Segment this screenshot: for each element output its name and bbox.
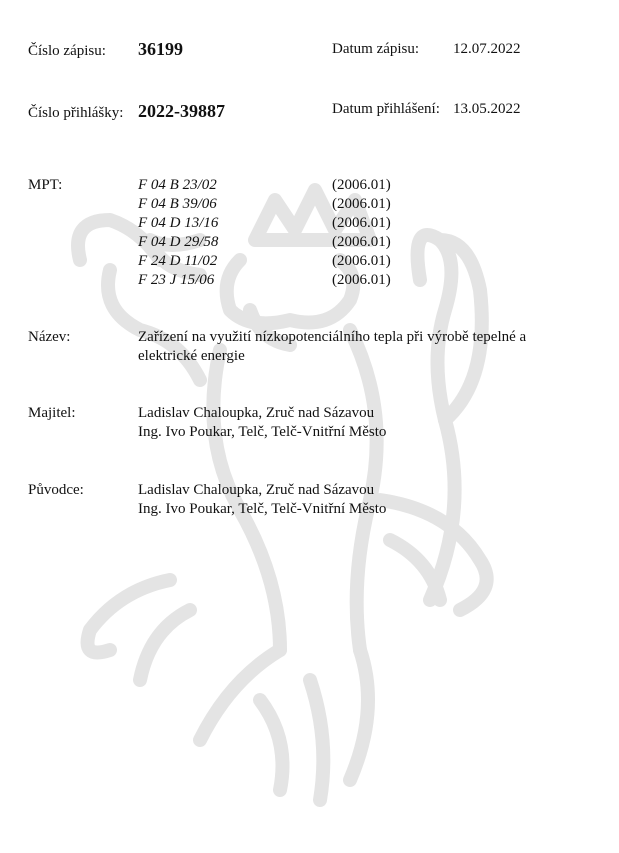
title-label: Název: <box>28 329 71 345</box>
owner-list <box>138 404 386 442</box>
registration-date: 12.07.2022 <box>453 41 521 57</box>
owner-line: Ladislav Chaloupka, Zruč nad Sázavou <box>138 405 375 421</box>
mpt-code: F 24 D 11/02 <box>138 253 218 269</box>
mpt-version: (2006.01) <box>332 272 391 288</box>
originator-line: Ladislav Chaloupka, Zruč nad Sázavou <box>138 482 375 498</box>
application-date-label: Datum přihlášení: <box>332 101 440 117</box>
mpt-code: F 04 B 23/02 <box>138 177 217 193</box>
application-number-label: Číslo přihlášky: <box>28 105 124 121</box>
owner-label: Majitel: <box>28 405 76 421</box>
title-text: Zařízení na využití nízkopotenciálního tepla při výrobě tepelné a elektrické energie <box>138 329 527 364</box>
mpt-label: MPT: <box>28 177 63 193</box>
mpt-version: (2006.01) <box>332 253 391 269</box>
registration-number: 36199 <box>138 39 183 59</box>
registration-number-label: Číslo zápisu: <box>28 43 106 59</box>
mpt-code: F 04 D 29/58 <box>138 234 219 250</box>
mpt-version: (2006.01) <box>332 215 391 231</box>
application-date: 13.05.2022 <box>453 101 521 117</box>
mpt-version: (2006.01) <box>332 234 391 250</box>
mpt-version: (2006.01) <box>332 177 391 193</box>
mpt-code: F 04 B 39/06 <box>138 196 217 212</box>
mpt-versions <box>332 176 391 290</box>
owner-line: Ing. Ivo Poukar, Telč, Telč-Vnitřní Město <box>138 424 387 440</box>
originator-label: Původce: <box>28 482 84 498</box>
originator-list <box>138 481 386 519</box>
registration-date-label: Datum zápisu: <box>332 41 420 57</box>
originator-line: Ing. Ivo Poukar, Telč, Telč-Vnitřní Město <box>138 501 387 517</box>
mpt-code: F 23 J 15/06 <box>138 272 215 288</box>
mpt-code: F 04 D 13/16 <box>138 215 219 231</box>
mpt-version: (2006.01) <box>332 196 391 212</box>
mpt-codes <box>138 176 218 290</box>
application-number: 2022-39887 <box>138 101 225 121</box>
